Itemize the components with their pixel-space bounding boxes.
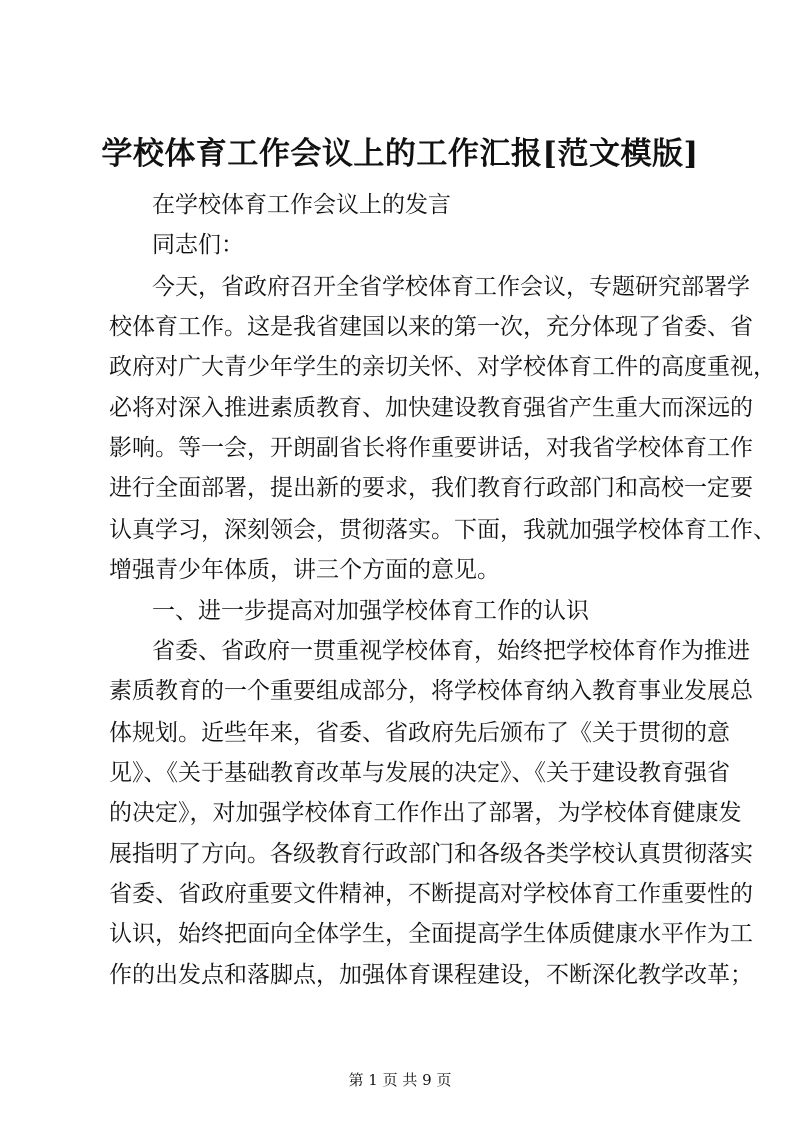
section-heading: 一、进一步提高对加强学校体育工作的认识 bbox=[152, 598, 589, 624]
text-line-15: 见》、《关于基础教育改革与发展的决定》、《关于建设教育强省 bbox=[109, 760, 730, 786]
text-line-6: 必将对深入推进素质教育、加快建设教育强省产生重大而深远的 bbox=[109, 395, 753, 421]
text-line-5: 政府对广大青少年学生的亲切关怀、对学校体育工件的高度重视， bbox=[109, 354, 776, 380]
text-line-13: 素质教育的一个重要组成部分，将学校体育纳入教育事业发展总 bbox=[109, 678, 753, 704]
text-line-17: 展指明了方向。各级教育行政部门和各级各类学校认真贯彻落实 bbox=[109, 841, 753, 867]
text-line-19: 认识，始终把面向全体学生，全面提高学生体质健康水平作为工 bbox=[109, 921, 753, 947]
text-line-9: 认真学习，深刻领会，贯彻落实。下面，我就加强学校体育工作、 bbox=[109, 517, 776, 543]
text-line-10: 增强青少年体质，讲三个方面的意见。 bbox=[109, 557, 500, 583]
text-line-7: 影响。等一会，开朗副省长将作重要讲话，对我省学校体育工作 bbox=[109, 435, 753, 461]
text-line-18: 省委、省政府重要文件精神，不断提高对学校体育工作重要性的 bbox=[109, 881, 753, 907]
text-line-2: 同志们： bbox=[152, 232, 244, 258]
text-line-14: 体规划。近些年来，省委、省政府先后颁布了《关于贯彻的意 bbox=[109, 720, 730, 746]
text-line-3: 今天，省政府召开全省学校体育工作会议，专题研究部署学 bbox=[152, 274, 750, 300]
text-line-16: 的决定》，对加强学校体育工作作出了部署，为学校体育健康发 bbox=[109, 800, 742, 826]
page-number: 第 1 页 共 9 页 bbox=[348, 1071, 452, 1089]
text-line-12: 省委、省政府一贯重视学校体育，始终把学校体育作为推进 bbox=[152, 638, 750, 664]
text-line-4: 校体育工作。这是我省建国以来的第一次，充分体现了省委、省 bbox=[109, 314, 753, 340]
text-line-8: 进行全面部署，提出新的要求，我们教育行政部门和高校一定要 bbox=[109, 475, 753, 501]
text-line-1: 在学校体育工作会议上的发言 bbox=[152, 192, 451, 218]
text-line-20: 作的出发点和落脚点，加强体育课程建设，不断深化教学改革； bbox=[109, 962, 753, 988]
page-title: 学校体育工作会议上的工作汇报[范文模版] bbox=[101, 136, 699, 172]
